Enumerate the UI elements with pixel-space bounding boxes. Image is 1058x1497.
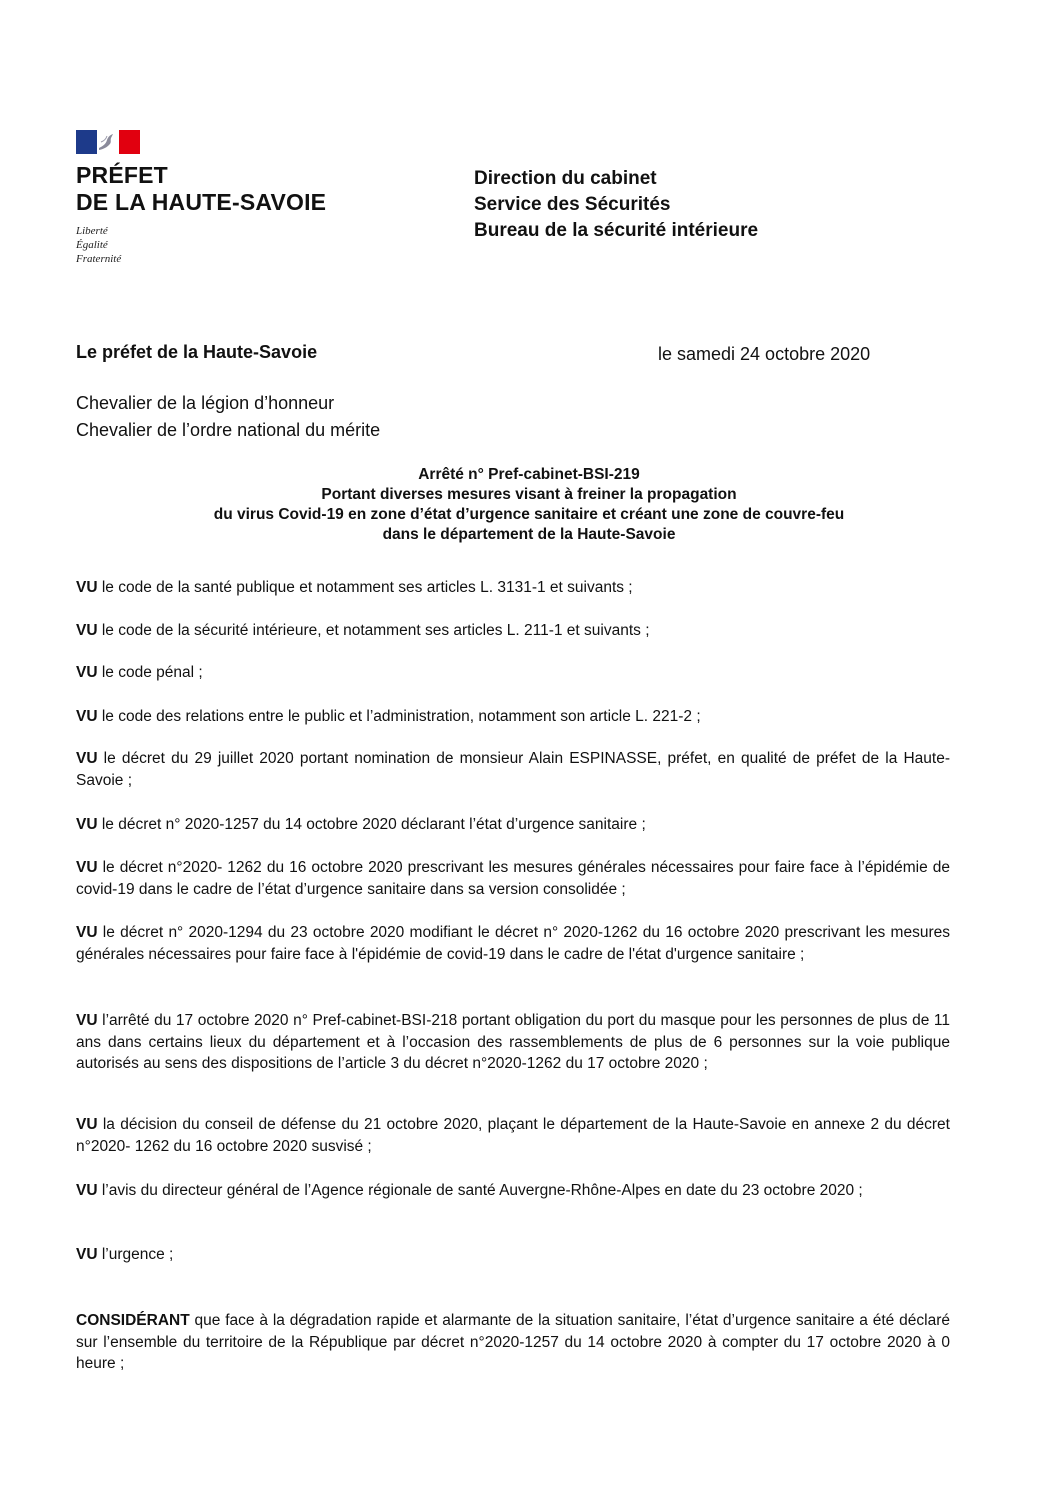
paragraph-keyword: VU xyxy=(76,750,98,767)
arrete-heading xyxy=(76,465,982,545)
motto-fraternite: Fraternité xyxy=(76,253,122,265)
paragraph-text: le code de la santé publique et notamment ses articles L. 3131-1 et suivants ; xyxy=(97,579,633,596)
paragraph-keyword: VU xyxy=(76,1012,98,1029)
paragraph-vu-5 xyxy=(76,748,950,791)
paragraph-vu-12 xyxy=(76,1244,950,1266)
paragraph-keyword: VU xyxy=(76,816,98,833)
arrete-subject-line-2: du virus Covid-19 en zone d’état d’urgence sanitaire et créant une zone de couvre-feu xyxy=(213,506,845,523)
signer-titles xyxy=(76,390,380,444)
paragraph-keyword: VU xyxy=(76,579,98,596)
flag-white-band xyxy=(97,130,119,154)
motto-egalite: Égalité xyxy=(76,239,108,251)
arrete-subject-line-1: Portant diverses mesures visant à freiner la propagation xyxy=(321,486,737,503)
paragraph-keyword: CONSIDÉRANT xyxy=(76,1312,190,1329)
paragraph-keyword: VU xyxy=(76,859,98,876)
document-date: le samedi 24 octobre 2020 xyxy=(658,344,871,364)
prefecture-title-line1: PRÉFET xyxy=(76,162,168,188)
paragraph-vu-9 xyxy=(76,1010,950,1075)
arrete-number: Arrêté n° Pref-cabinet-BSI-219 xyxy=(418,466,640,483)
paragraph-text: l’avis du directeur général de l’Agence régionale de santé Auvergne-Rhône-Alpes en date du 23 octobre 2020 ; xyxy=(97,1182,863,1199)
paragraph-text: le décret n° 2020-1294 du 23 octobre 2020 modifiant le décret n° 2020-1262 du 16 octobre 2020 prescrivant les mesures générales nécessaires pour faire face à l'épidémie de covid-19 dans le cadre de l'état d'urgence sanitaire ; xyxy=(76,924,950,963)
motto-liberte: Liberté xyxy=(76,225,108,237)
paragraph-text: la décision du conseil de défense du 21 octobre 2020, plaçant le département de la Haute-Savoie en annexe 2 du décret n°2020- 1262 du 16 octobre 2020 susvisé ; xyxy=(76,1116,950,1155)
paragraph-text: le décret du 29 juillet 2020 portant nomination de monsieur Alain ESPINASSE, préfet, en qualité de préfet de la Haute-Savoie ; xyxy=(76,750,950,789)
prefecture-title xyxy=(76,162,326,216)
flag-blue-band xyxy=(76,130,97,154)
paragraph-text: le décret n°2020- 1262 du 16 octobre 2020 prescrivant les mesures générales nécessaires pour faire face à l’épidémie de covid-19 dans le cadre de l’état d’urgence sanitaire dans sa version consolidée ; xyxy=(76,859,950,898)
paragraph-keyword: VU xyxy=(76,1182,98,1199)
prefecture-title-line2: DE LA HAUTE-SAVOIE xyxy=(76,189,327,215)
signer-title-2: Chevalier de l’ordre national du mérite xyxy=(76,420,381,440)
paragraph-vu-7 xyxy=(76,857,950,900)
marianne-logo xyxy=(76,130,140,154)
paragraph-keyword: VU xyxy=(76,708,98,725)
service-line-2: Service des Sécurités xyxy=(474,194,671,215)
signer-name: Le préfet de la Haute-Savoie xyxy=(76,342,318,362)
republic-motto xyxy=(76,224,121,266)
paragraph-vu-8 xyxy=(76,922,950,965)
paragraph-text: l’arrêté du 17 octobre 2020 n° Pref-cabinet-BSI-218 portant obligation du port du masque pour les personnes de plus de 11 ans dans certains lieux du département et à l’occasion des rassemblements de plus de 6 personnes sur la voie publique autorisés au sens des dispositions de l’article 3 du décret n°2020-1262 du 17 octobre 2020 ; xyxy=(76,1012,950,1072)
paragraph-text: l’urgence ; xyxy=(97,1246,174,1263)
flag-red-band xyxy=(119,130,140,154)
arrete-subject-line-3: dans le département de la Haute-Savoie xyxy=(382,526,676,543)
paragraph-considerant-1 xyxy=(76,1310,950,1375)
service-line-1: Direction du cabinet xyxy=(474,168,657,189)
paragraph-vu-1 xyxy=(76,577,950,599)
paragraph-keyword: VU xyxy=(76,1246,98,1263)
paragraph-vu-2 xyxy=(76,620,950,642)
paragraph-vu-10 xyxy=(76,1114,950,1157)
paragraph-keyword: VU xyxy=(76,664,98,681)
signer-title-1: Chevalier de la légion d’honneur xyxy=(76,393,335,413)
paragraph-vu-4 xyxy=(76,706,950,728)
paragraph-text: le code des relations entre le public et l’administration, notamment son article L. 221-2 ; xyxy=(97,708,701,725)
paragraph-text: le décret n° 2020-1257 du 14 octobre 2020 déclarant l’état d’urgence sanitaire ; xyxy=(97,816,646,833)
paragraph-keyword: VU xyxy=(76,1116,98,1133)
paragraph-keyword: VU xyxy=(76,924,98,941)
paragraph-keyword: VU xyxy=(76,622,98,639)
paragraph-text: le code pénal ; xyxy=(97,664,203,681)
service-block xyxy=(474,166,758,244)
paragraph-vu-11 xyxy=(76,1180,950,1202)
marianne-profile-icon xyxy=(97,130,119,154)
paragraph-text: le code de la sécurité intérieure, et notamment ses articles L. 211-1 et suivants ; xyxy=(97,622,650,639)
paragraph-text: que face à la dégradation rapide et alarmante de la situation sanitaire, l’état d’urgence sanitaire a été déclaré sur l’ensemble du territoire de la République par décret n°2020-1257 du 14 octobre 2020 à compter du 17 octobre 2020 à 0 heure ; xyxy=(76,1312,950,1372)
paragraph-vu-3 xyxy=(76,662,950,684)
paragraph-vu-6 xyxy=(76,814,950,836)
service-line-3: Bureau de la sécurité intérieure xyxy=(474,220,759,241)
